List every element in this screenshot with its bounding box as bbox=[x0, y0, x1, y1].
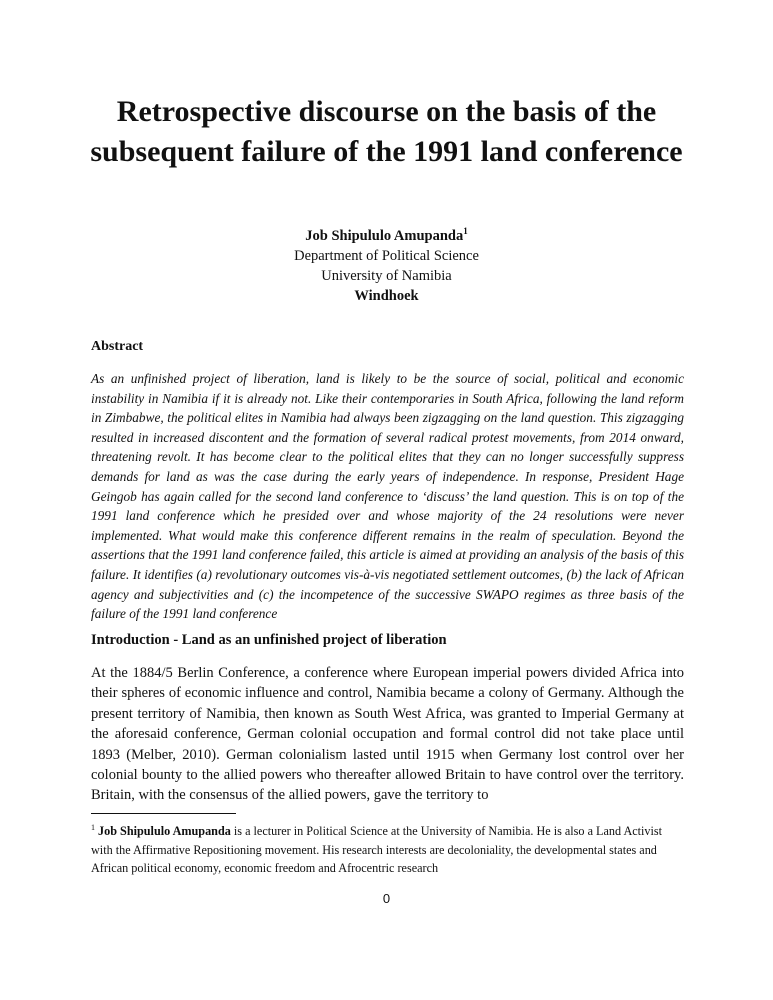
author-department: Department of Political Science bbox=[294, 248, 479, 264]
footnote-author-name: Job Shipululo Amupanda bbox=[98, 824, 231, 838]
author-city: Windhoek bbox=[354, 288, 419, 304]
author-block bbox=[60, 226, 713, 306]
paper-title: Retrospective discourse on the basis of the subsequent failure of the 1991 land conference bbox=[90, 95, 683, 168]
page-number: 0 bbox=[382, 891, 391, 906]
abstract-text: As an unfinished project of liberation, land is likely to be the source of social, political and economic instability in Namibia if it is already not. Like their contemporaries in South Africa, following the land reform in Zimbabwe, the political elites in Namibia had always been zigzagging on the land question. This zigzagging resulted in increased discontent and the formation of several radical protest movements, from 2014 onward, threatening revolt. It has become clear to the political elites that they can no longer successfully suppress demands for land as was the case during the early years of independence. In response, President Hage Geingob has again called for the second land conference to ‘discuss’ the land question. This is on top of the 1991 land conference which he presided over and whose majority of the 24 resolutions were never implemented. What would make this conference different remains in the realm of speculation. Beyond the assertions that the 1991 land conference failed, this article is aimed at providing an analysis of the basis of this failure. It identifies (a) revolutionary outcomes vis-à-vis negotiated settlement outcomes, (b) the lack of African agency and subjectivities and (c) the incompetence of the successive SWAPO regimes as three basis of the failure of the 1991 land conference bbox=[91, 371, 684, 622]
author-name: Job Shipululo Amupanda bbox=[305, 228, 464, 244]
footnote-number: 1 bbox=[91, 822, 95, 832]
abstract-heading: Abstract bbox=[91, 339, 144, 354]
footnote-marker: 1 bbox=[463, 226, 468, 237]
author-name-line bbox=[60, 226, 713, 246]
introduction-heading: Introduction - Land as an unfinished project of liberation bbox=[91, 632, 447, 648]
author-university: University of Namibia bbox=[321, 268, 452, 284]
introduction-paragraph: At the 1884/5 Berlin Conference, a conference where European imperial powers divided Africa into their spheres of economic influence and control, Namibia became a colony of Germany. Although the present territory of Namibia, then known as South West Africa, was granted to Imperial Germany at the aforesaid conference, German colonial occupation and formal control did not take place until 1893 (Melber, 2010). German colonialism lasted until 1915 when Germany lost control over her colonial bounty to the allied powers who thereafter allowed Britain to have control over the territory. Britain, with the consensus of the allied powers, gave the territory to bbox=[91, 665, 684, 804]
footnote-text: is a lecturer in Political Science at the University of Namibia. He is also a Land Activist with the Affirmative Repositioning movement. His research interests are decoloniality, the developmental states and African political economy, economic freedom and Afrocentric research bbox=[91, 824, 663, 875]
footnote-divider bbox=[91, 813, 236, 814]
footnote bbox=[91, 822, 684, 878]
